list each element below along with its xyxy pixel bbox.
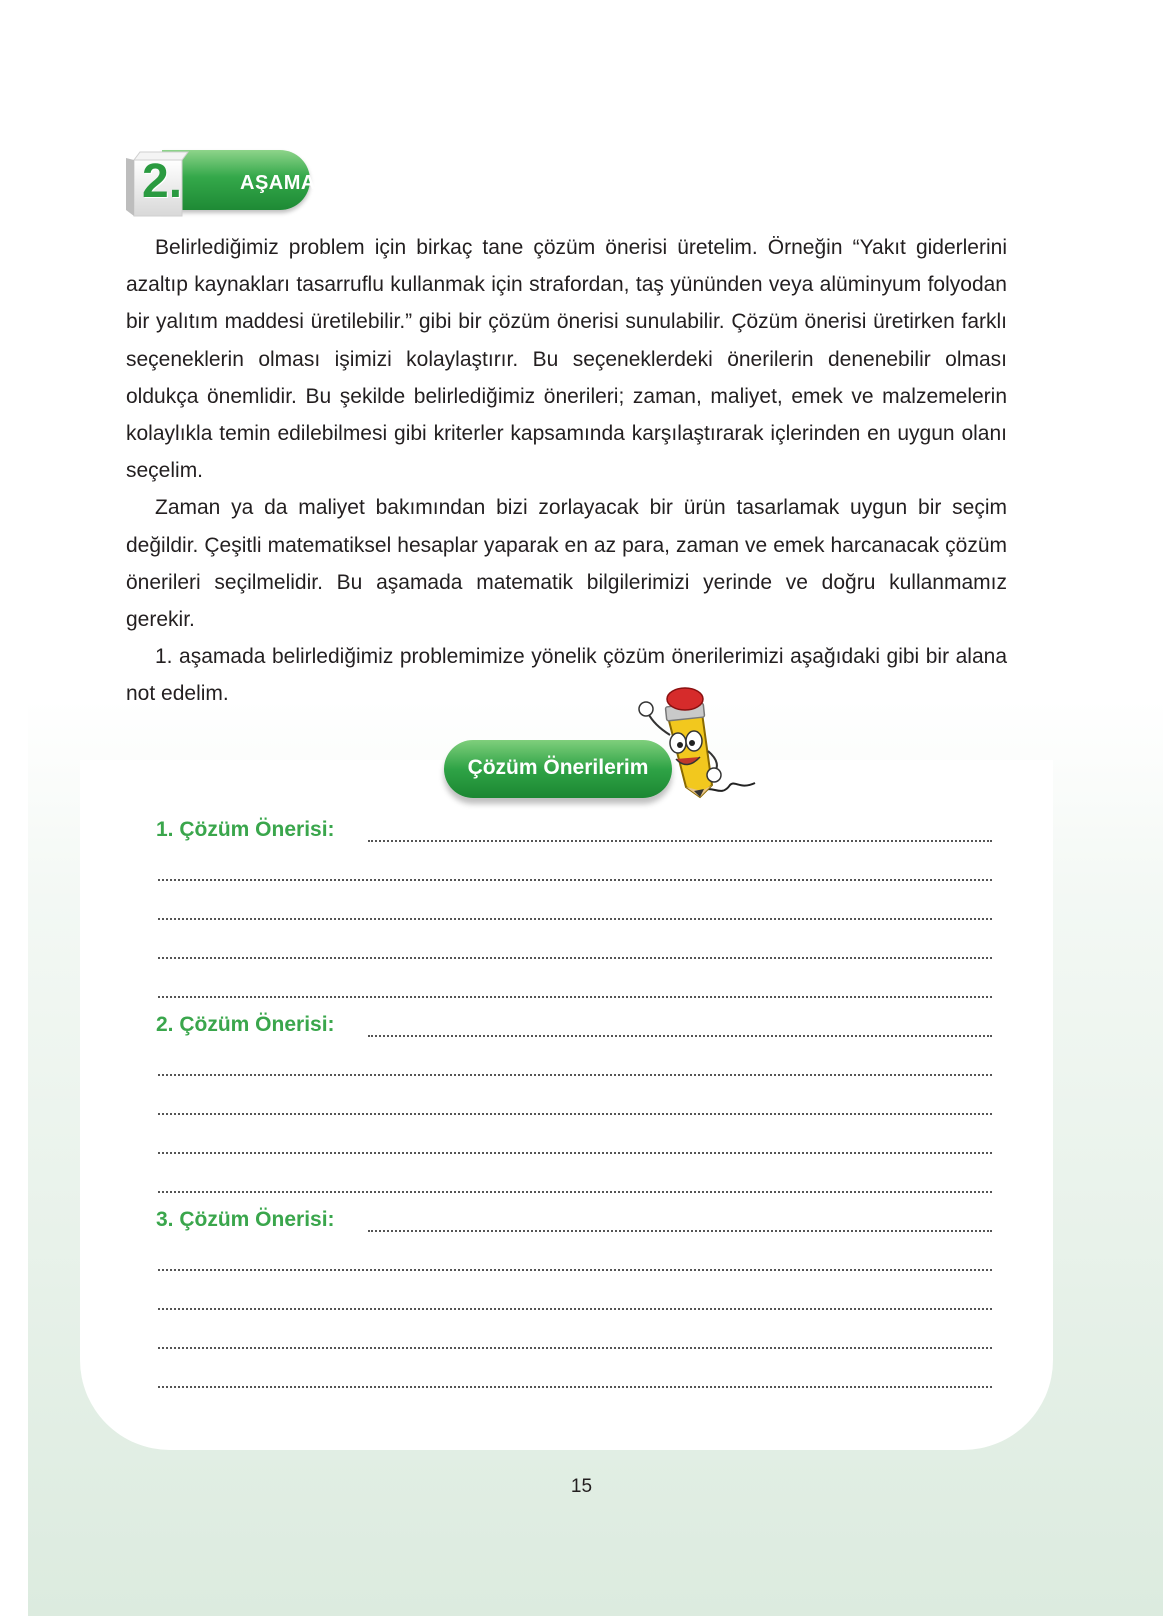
writing-row[interactable]	[156, 927, 996, 966]
writing-line[interactable]	[158, 1347, 992, 1349]
writing-line[interactable]	[368, 840, 992, 842]
writing-line[interactable]	[158, 1308, 992, 1310]
proposal-1-row[interactable]	[156, 810, 996, 849]
writing-row[interactable]	[156, 1356, 996, 1395]
writing-row[interactable]	[156, 1278, 996, 1317]
writing-line[interactable]	[158, 1152, 992, 1154]
writing-line[interactable]	[158, 996, 992, 998]
writing-line[interactable]	[158, 918, 992, 920]
writing-row[interactable]	[156, 1239, 996, 1278]
writing-line[interactable]	[158, 1113, 992, 1115]
writing-line[interactable]	[368, 1230, 992, 1232]
writing-line[interactable]	[368, 1035, 992, 1037]
writing-row[interactable]	[156, 1044, 996, 1083]
pencil-mascot-icon	[630, 685, 770, 815]
writing-row[interactable]	[156, 888, 996, 927]
writing-row[interactable]	[156, 1122, 996, 1161]
writing-line[interactable]	[158, 1269, 992, 1271]
body-text	[126, 229, 1007, 713]
section-title: Çözüm Önerilerim	[467, 756, 649, 779]
writing-line[interactable]	[158, 1074, 992, 1076]
paragraph-2: Zaman ya da maliyet bakımından bizi zorlayacak bir ürün tasarlamak uygun bir seçim değildir. Çeşitli matematiksel hesaplar yaparak en az para, zaman ve emek harcanacak çözüm önerileri seçilmelidir. Bu aşamada matematik bilgilerimizi yerinde ve doğru kullanmamız gerekir.	[126, 496, 1007, 632]
stage-number: 2.	[142, 155, 183, 208]
proposal-3-row[interactable]	[156, 1200, 996, 1239]
writing-row[interactable]	[156, 1317, 996, 1356]
paragraph-1: Belirlediğimiz problem için birkaç tane çözüm önerisi üretelim. Örneğin “Yakıt giderlerini azaltıp kaynakları tasarruflu kullanmak için strafordan, taş yününden veya alüminyum folyodan bir yalıtım maddesi üretilebilir.” gibi bir çözüm önerisi sunulabilir. Çözüm önerisi üretirken farklı seçeneklerin olması işimizi kolaylaştırır. Bu seçeneklerdeki önerilerin denenebilir olması oldukça önemlidir. Bu şekilde belirlediğimiz önerileri; zaman, maliyet, emek ve malzemelerin kolaylıkla temin edilebilmesi gibi kriterler kapsamında karşılaştırarak içlerinden en uygun olanı seçelim.	[126, 236, 1007, 483]
writing-line[interactable]	[158, 1386, 992, 1388]
proposal-2-label: 2. Çözüm Önerisi:	[156, 1013, 335, 1036]
writing-line[interactable]	[158, 879, 992, 881]
proposal-lines	[156, 810, 996, 1395]
writing-row[interactable]	[156, 966, 996, 1005]
proposal-2-row[interactable]	[156, 1005, 996, 1044]
proposal-1-label: 1. Çözüm Önerisi:	[156, 818, 335, 841]
writing-line[interactable]	[158, 957, 992, 959]
writing-row[interactable]	[156, 1083, 996, 1122]
writing-row[interactable]	[156, 849, 996, 888]
paragraph-3: 1. aşamada belirlediğimiz problemimize yönelik çözüm önerilerimizi aşağıdaki gibi bir alana not edelim.	[126, 645, 1007, 706]
page-number: 15	[570, 1476, 593, 1497]
writing-row[interactable]	[156, 1161, 996, 1200]
proposal-3-label: 3. Çözüm Önerisi:	[156, 1208, 335, 1231]
stage-badge	[126, 146, 316, 221]
writing-line[interactable]	[158, 1191, 992, 1193]
stage-label: AŞAMA	[240, 172, 316, 194]
